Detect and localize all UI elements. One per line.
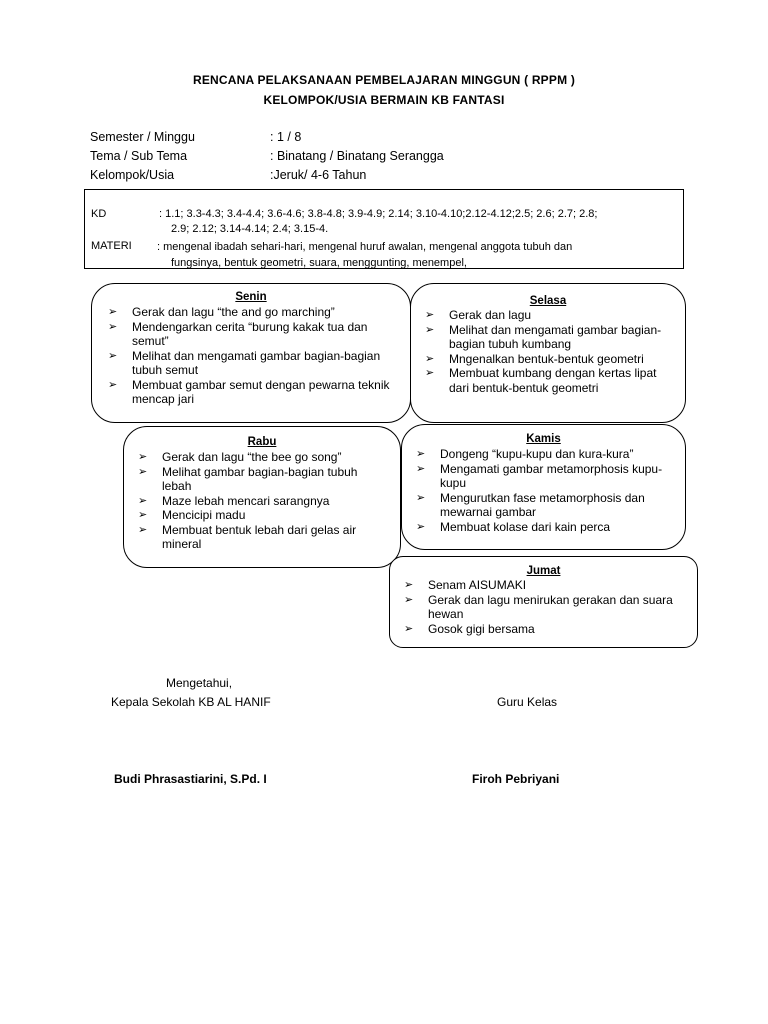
info-value: : 1 / 8	[270, 130, 302, 144]
activity-item: ➢ Membuat kumbang dengan kertas lipat dari bentuk-bentuk geometri	[425, 366, 675, 395]
activity-list	[138, 450, 388, 552]
day-box-senin	[91, 283, 411, 423]
activity-item: ➢ Melihat dan mengamati gambar bagian-bagian tubuh kumbang	[425, 323, 675, 352]
day-title: Kamis	[526, 433, 561, 445]
document-title: RENCANA PELAKSANAAN PEMBELAJARAN MINGGUN ( RPPM )	[192, 73, 576, 87]
activity-item: ➢ Gerak dan lagu	[425, 308, 675, 323]
activity-item: ➢ Melihat dan mengamati gambar bagian-bagian tubuh semut	[108, 349, 398, 378]
info-row-tema	[90, 149, 444, 163]
kd-value-line1: : 1.1; 3.3-4.3; 3.4-4.4; 3.6-4.6; 3.8-4.8; 3.9-4.9; 2.14; 3.10-4.10;2.12-4.12;2.5; 2.6; 2.7; 2.8;	[159, 208, 598, 220]
activity-item: ➢ Dongeng “kupu-kupu dan kura-kura”	[416, 447, 676, 462]
activity-item: ➢ Melihat gambar bagian-bagian tubuh lebah	[138, 465, 388, 494]
info-value: : Binatang / Binatang Serangga	[270, 149, 444, 163]
day-box-kamis	[401, 424, 686, 550]
activity-list	[108, 305, 398, 407]
guru-kelas-name: Firoh Pebriyani	[472, 772, 560, 786]
kepala-sekolah-label: Kepala Sekolah KB AL HANIF	[111, 695, 271, 709]
day-box-rabu	[123, 426, 401, 568]
info-label: Semester / Minggu	[90, 130, 195, 144]
activity-list	[416, 447, 676, 534]
activity-item: ➢ Mengamati gambar metamorphosis kupu-kupu	[416, 462, 676, 491]
guru-kelas-label: Guru Kelas	[497, 695, 558, 709]
mengetahui-label: Mengetahui,	[166, 676, 233, 690]
day-box-jumat	[389, 556, 698, 648]
day-box-selasa	[410, 283, 686, 423]
activity-item: ➢ Senam AISUMAKI	[404, 578, 689, 593]
kd-materi-box	[84, 189, 684, 269]
kd-label: KD	[91, 208, 107, 220]
materi-value-line2: fungsinya, bentuk geometri, suara, menggunting, menempel,	[171, 257, 467, 269]
activity-item: ➢ Mengurutkan fase metamorphosis dan mewarnai gambar	[416, 491, 676, 520]
kepala-sekolah-name: Budi Phrasastiarini, S.Pd. I	[114, 772, 267, 786]
day-title: Jumat	[526, 565, 561, 577]
activity-item: ➢ Gerak dan lagu “the bee go song”	[138, 450, 388, 465]
activity-item: ➢ Gosok gigi bersama	[404, 622, 689, 637]
activity-item: ➢ Maze lebah mencari sarangnya	[138, 494, 388, 509]
info-row-semester	[90, 130, 301, 144]
activity-item: ➢ Mencicipi madu	[138, 508, 388, 523]
day-title: Rabu	[247, 436, 277, 448]
activity-item: ➢ Membuat gambar semut dengan pewarna teknik mencap jari	[108, 378, 398, 407]
info-label: Kelompok/Usia	[90, 168, 175, 182]
info-value: :Jeruk/ 4-6 Tahun	[270, 168, 367, 182]
document-subtitle: KELOMPOK/USIA BERMAIN KB FANTASI	[263, 93, 505, 107]
activity-list	[404, 578, 689, 636]
activity-item: ➢ Gerak dan lagu menirukan gerakan dan suara hewan	[404, 593, 689, 622]
activity-list	[425, 308, 675, 395]
day-title: Senin	[235, 291, 267, 303]
activity-item: ➢ Membuat kolase dari kain perca	[416, 520, 676, 535]
materi-label: MATERI	[91, 240, 132, 252]
activity-item: ➢ Mendengarkan cerita “burung kakak tua dan semut”	[108, 320, 398, 349]
info-label: Tema / Sub Tema	[90, 149, 188, 163]
activity-item: ➢ Mngenalkan bentuk-bentuk geometri	[425, 352, 675, 367]
materi-value-line1: : mengenal ibadah sehari-hari, mengenal huruf awalan, mengenal anggota tubuh dan	[157, 241, 573, 253]
kd-value-line2: 2.9; 2.12; 3.14-4.14; 2.4; 3.15-4.	[171, 223, 329, 235]
day-title: Selasa	[529, 295, 567, 307]
activity-item: ➢ Gerak dan lagu “the and go marching”	[108, 305, 398, 320]
info-row-kelompok	[90, 168, 366, 182]
activity-item: ➢ Membuat bentuk lebah dari gelas air mineral	[138, 523, 388, 552]
